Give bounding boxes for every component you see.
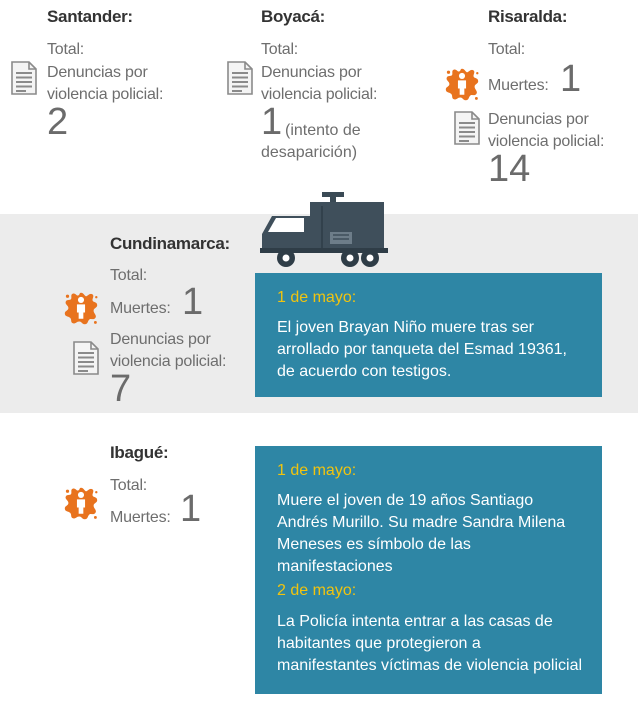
denuncias-value: 7 [110, 368, 132, 410]
denuncias-label: Denuncias por violencia policial: [110, 331, 227, 370]
armored-vehicle-icon [258, 192, 392, 274]
event-date: 1 de mayo: [277, 289, 357, 306]
denuncias-value: 1 [261, 101, 283, 143]
region-title: Ibagué: [110, 443, 169, 462]
muertes-value: 1 [182, 281, 204, 323]
event-text: Muere el joven de 19 años Santiago Andrés Murillo. Su madre Sandra Milena Meneses es símbolo de las manifestaciones [277, 492, 566, 575]
denuncias-label: Denuncias por violencia policial: [261, 64, 378, 103]
region-title: Santander: [47, 7, 133, 26]
event-text: El joven Brayan Niño muere tras ser arrollado por tanqueta del Esmad 19361, de acuerdo con testigos. [277, 319, 567, 380]
denuncias-note: desaparición) [261, 144, 358, 161]
document-icon [73, 341, 99, 375]
denuncias-value: 2 [47, 101, 69, 143]
denuncias-note: (intento de [285, 122, 361, 139]
muertes-value: 1 [180, 488, 202, 530]
muertes-value: 1 [560, 58, 582, 100]
ibague-events-box [255, 446, 602, 694]
cundinamarca-event-box [255, 273, 602, 397]
total-label: Total: [110, 477, 148, 494]
denuncias-label: Denuncias por violencia policial: [488, 111, 605, 150]
document-icon [227, 61, 253, 95]
event-date: 2 de mayo: [277, 582, 357, 599]
total-label: Total: [110, 267, 148, 284]
document-icon [11, 61, 37, 95]
region-title: Cundinamarca: [110, 234, 230, 253]
denuncias-value: 14 [488, 148, 531, 190]
event-text: La Policía intenta entrar a las casas de habitantes que protegieron a manifestantes víctimas de violencia policial [277, 613, 583, 674]
muertes-label: Muertes: [110, 509, 171, 526]
denuncias-label: Denuncias por violencia policial: [47, 64, 164, 103]
event-date: 1 de mayo: [277, 462, 357, 479]
death-splat-icon [63, 290, 99, 326]
death-splat-icon [63, 485, 99, 521]
document-icon [454, 111, 480, 145]
total-label: Total: [47, 41, 85, 58]
muertes-label: Muertes: [488, 77, 549, 94]
region-title: Boyacá: [261, 7, 326, 26]
muertes-label: Muertes: [110, 300, 171, 317]
total-label: Total: [488, 41, 526, 58]
death-splat-icon [444, 66, 480, 102]
region-title: Risaralda: [488, 7, 568, 26]
total-label: Total: [261, 41, 299, 58]
